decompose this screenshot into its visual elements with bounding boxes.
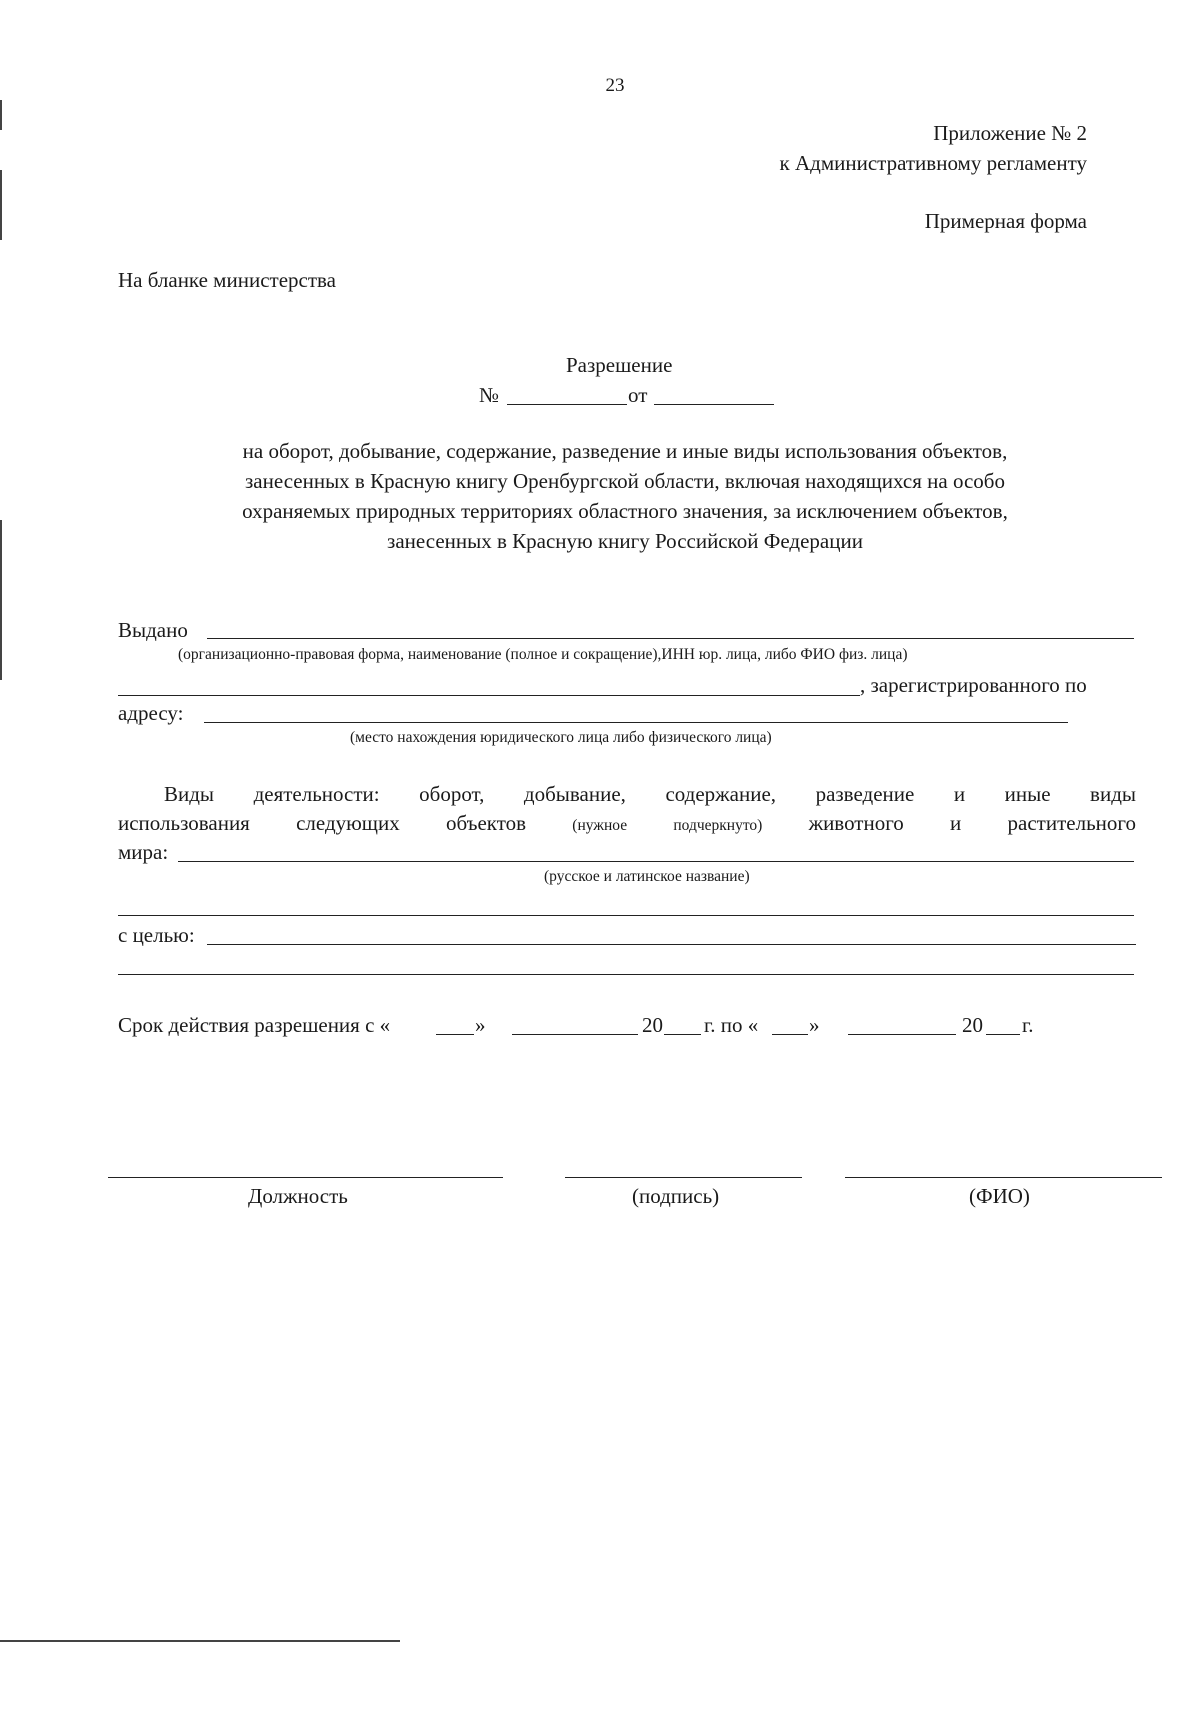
activity-word: иные <box>1004 782 1051 806</box>
activity-word: оборот, <box>419 782 485 806</box>
activity-word: следующих <box>296 811 400 835</box>
full-name-caption: (ФИО) <box>969 1184 1030 1208</box>
end-year-prefix: 20 <box>962 1013 983 1037</box>
number-blank-line <box>507 404 627 405</box>
activity-word: виды <box>1090 782 1136 806</box>
activity-word: использования <box>118 811 250 835</box>
purpose-continuation-line[interactable] <box>118 974 1134 975</box>
position-caption: Должность <box>248 1184 348 1208</box>
letterhead-note: На бланке министерства <box>118 268 336 292</box>
activity-word: деятельности: <box>253 782 380 806</box>
activity-note: подчеркнуто) <box>673 817 763 834</box>
activity-word: разведение <box>815 782 915 806</box>
registered-at-label: , зарегистрированного по <box>860 673 1087 697</box>
subject-line-3: охраняемых природных территориях областного значения, за исключением объектов, <box>242 499 1008 523</box>
validity-end-text: г. <box>1022 1013 1034 1037</box>
start-year-blank[interactable] <box>664 1034 701 1035</box>
scan-edge-mark <box>0 100 2 130</box>
end-month-blank[interactable] <box>848 1034 956 1035</box>
scan-edge-mark <box>0 170 2 240</box>
date-from-label: от <box>628 383 648 407</box>
validity-start-text: Срок действия разрешения с « <box>118 1013 391 1037</box>
world-label: мира: <box>118 840 169 864</box>
signature-caption: (подпись) <box>632 1184 720 1208</box>
start-month-blank[interactable] <box>512 1034 638 1035</box>
activity-word: животного <box>808 811 904 835</box>
address-field-line[interactable] <box>204 722 1068 723</box>
species-field-line[interactable] <box>178 861 1134 862</box>
start-day-blank[interactable] <box>436 1034 474 1035</box>
position-signature-line[interactable] <box>108 1177 503 1178</box>
activity-note: (нужное <box>572 817 628 834</box>
species-hint: (русское и латинское название) <box>544 868 750 885</box>
document-title: Разрешение <box>566 353 673 377</box>
date-blank-line <box>654 404 774 405</box>
species-continuation-line[interactable] <box>118 915 1134 916</box>
quote-close: » <box>475 1013 486 1037</box>
quote-close-2: » <box>809 1013 820 1037</box>
issued-to-field-line[interactable] <box>207 638 1134 639</box>
address-label: адресу: <box>118 701 184 725</box>
activity-line-1 <box>118 781 1136 807</box>
activity-word: растительного <box>1007 811 1136 835</box>
issued-to-continuation-line[interactable] <box>118 695 860 696</box>
activity-word: содержание, <box>665 782 777 806</box>
end-year-blank[interactable] <box>986 1034 1020 1035</box>
scan-edge-mark <box>0 1640 400 1642</box>
signature-line[interactable] <box>565 1177 802 1178</box>
subject-line-1: на оборот, добывание, содержание, разведение и иные виды использования объектов, <box>242 439 1008 463</box>
full-name-signature-line[interactable] <box>845 1177 1162 1178</box>
appendix-reference: к Административному регламенту <box>779 151 1087 175</box>
form-type-label: Примерная форма <box>924 209 1087 233</box>
activity-word: добывание, <box>523 782 626 806</box>
appendix-number: Приложение № 2 <box>933 121 1087 145</box>
subject-line-4: занесенных в Красную книгу Российской Федерации <box>387 529 863 553</box>
activity-word: и <box>950 811 962 835</box>
validity-to-text: г. по « <box>704 1013 759 1037</box>
page-number: 23 <box>605 75 625 96</box>
start-year-prefix: 20 <box>642 1013 663 1037</box>
activity-word: Виды <box>164 782 215 806</box>
activity-word: объектов <box>445 811 527 835</box>
activity-line-2 <box>118 810 1136 836</box>
activity-word: и <box>953 782 966 806</box>
address-hint: (место нахождения юридического лица либо физического лица) <box>350 729 772 746</box>
scan-edge-mark <box>0 520 2 680</box>
purpose-field-line[interactable] <box>207 944 1136 945</box>
issued-label: Выдано <box>118 618 188 642</box>
number-label: № <box>479 383 500 407</box>
issued-to-hint: (организационно-правовая форма, наименование (полное и сокращение),ИНН юр. лица, либо ФИО физ. лица) <box>178 646 908 663</box>
purpose-label: с целью: <box>118 923 195 947</box>
subject-line-2: занесенных в Красную книгу Оренбургской области, включая находящихся на особо <box>245 469 1005 493</box>
end-day-blank[interactable] <box>772 1034 808 1035</box>
